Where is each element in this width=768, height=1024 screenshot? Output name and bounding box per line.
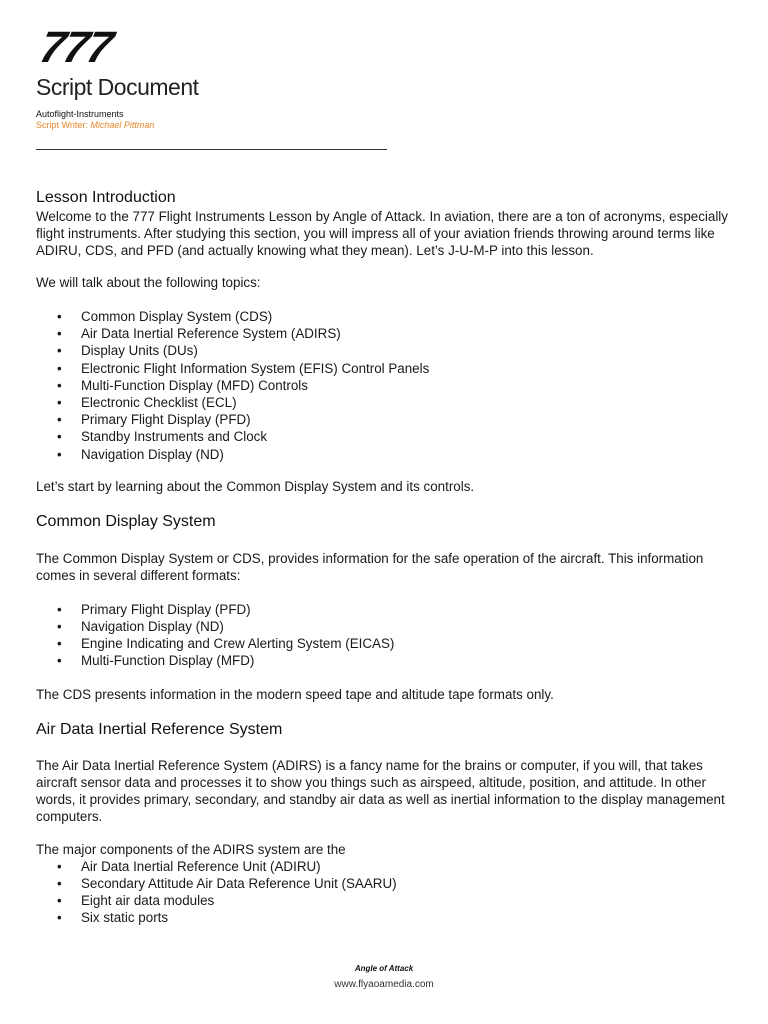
list-item: • Standby Instruments and Clock	[36, 428, 736, 445]
script-writer-label: Script Writer:	[36, 120, 91, 130]
section-heading-adirs: Air Data Inertial Reference System	[36, 720, 283, 738]
list-item: • Multi-Function Display (MFD) Controls	[36, 377, 736, 394]
topics-lead: We will talk about the following topics:	[36, 275, 261, 290]
intro-paragraph: Welcome to the 777 Flight Instruments Lesson by Angle of Attack. In aviation, there are a ton of acronyms, especially flight instruments. After studying this section, you will impress all of your aviation friends throwing around terms like ADIRU, CDS, and PFD (and actually knowing what they mean). Let’s J-U-M-P into this lesson.	[36, 209, 728, 258]
adirs-components-list	[36, 858, 736, 927]
footer-brand-logo: Angle of Attack	[354, 964, 414, 973]
cds-closing: The CDS presents information in the modern speed tape and altitude tape formats only.	[36, 686, 554, 702]
script-writer-name: Michael Pittman	[90, 120, 155, 130]
brand-logo-777: 777	[35, 23, 117, 72]
topics-list	[36, 308, 736, 463]
list-item: • Display Units (DUs)	[36, 342, 736, 359]
list-item: • Primary Flight Display (PFD)	[36, 601, 736, 618]
list-item: • Multi-Function Display (MFD)	[36, 652, 736, 669]
list-item: • Electronic Flight Information System (EFIS) Control Panels	[36, 360, 736, 377]
list-item: • Six static ports	[36, 909, 736, 926]
section-heading-intro: Lesson Introduction	[36, 189, 176, 206]
cds-paragraph: The Common Display System or CDS, provides information for the safe operation of the aircraft. This information comes in several different formats:	[36, 550, 704, 583]
section-heading-cds: Common Display System	[36, 512, 216, 530]
list-item: • Primary Flight Display (PFD)	[36, 411, 736, 428]
document-title: Script Document	[36, 74, 199, 100]
document-body	[36, 188, 736, 926]
list-item: • Air Data Inertial Reference Unit (ADIRU)	[36, 858, 736, 875]
list-item: • Navigation Display (ND)	[36, 446, 736, 463]
script-writer	[36, 120, 154, 130]
header-divider	[36, 149, 387, 150]
list-item: • Engine Indicating and Crew Alerting System (EICAS)	[36, 635, 736, 652]
list-item: • Common Display System (CDS)	[36, 308, 736, 325]
list-item: • Navigation Display (ND)	[36, 618, 736, 635]
list-item: • Electronic Checklist (ECL)	[36, 394, 736, 411]
document-subtitle: Autoflight-Instruments	[36, 109, 124, 119]
footer-url: www.flyaoamedia.com	[334, 979, 434, 990]
adirs-paragraph: The Air Data Inertial Reference System (ADIRS) is a fancy name for the brains or computer, if you will, that takes aircraft sensor data and processes it to show you things such as airspeed, altitude, position, and attitude. In other words, it provides primary, secondary, and standby air data as well as inertial information to the display management computers.	[36, 757, 725, 824]
list-item: • Secondary Attitude Air Data Reference Unit (SAARU)	[36, 875, 736, 892]
adirs-components-lead: The major components of the ADIRS system are the	[36, 841, 346, 857]
cds-formats-list	[36, 601, 736, 670]
list-item: • Eight air data modules	[36, 892, 736, 909]
intro-closing: Let’s start by learning about the Common Display System and its controls.	[36, 478, 475, 494]
list-item: • Air Data Inertial Reference System (ADIRS)	[36, 325, 736, 342]
